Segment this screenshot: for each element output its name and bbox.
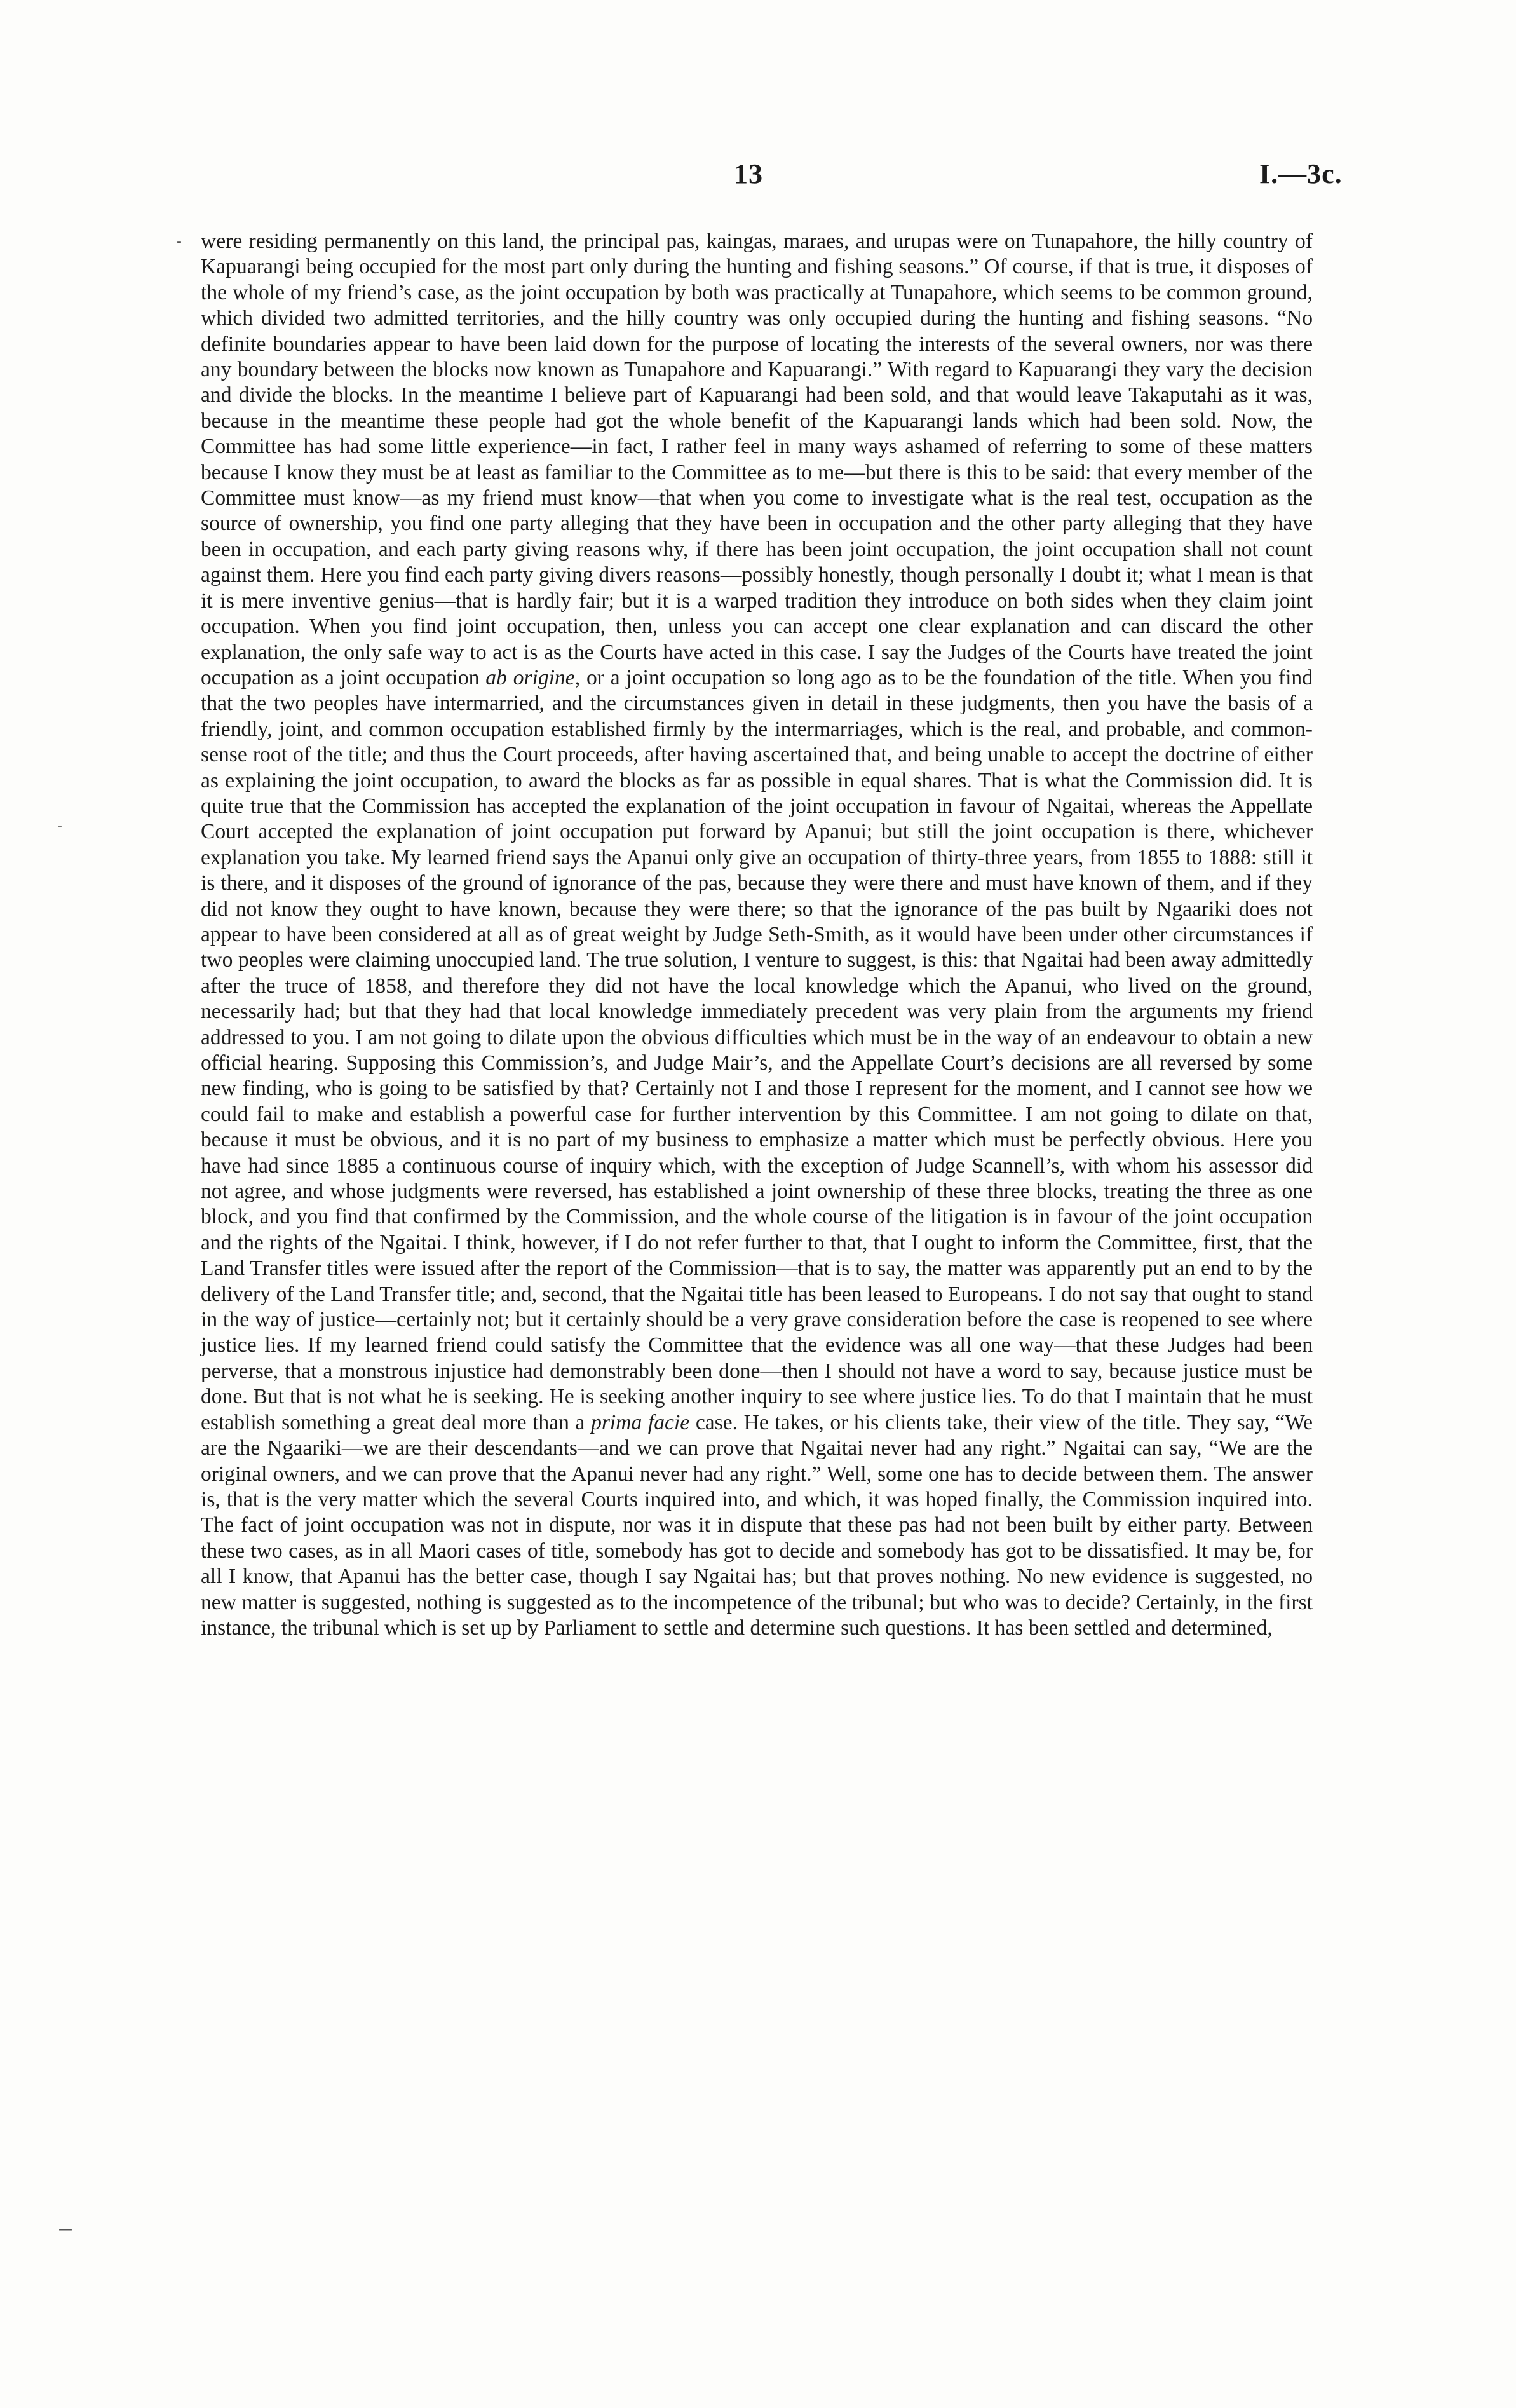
page-number: 13 xyxy=(734,158,763,189)
margin-mark-bottom: — xyxy=(58,2222,72,2238)
paragraph xyxy=(201,229,1313,1641)
text-segment: case. He takes, or his clients take, their view of the title. They say, “We are the Ngaariki—we are their descendants—and we can prove that Ngaitai never had any right.” Ngaitai can say, “We are the original owners, and we can prove that the Apanui never had any right.” Well, some one has to decide between them. The answer is, that is the very matter which the several Courts inquired into, and which, it was hoped finally, the Commission inquired into. The fact of joint occupation was not in dispute, nor was it in dispute that these pas had not been built by either party. Between these two cases, as in all Maori cases of title, somebody has got to decide and somebody has got to be dissatisfied. It may be, for all I know, that Apanui has the better case, though I say Ngaitai has; but that proves nothing. No new evidence is suggested, no new matter is suggested, nothing is suggested as to the incompetence of the tribunal; but who was to decide? Certainly, in the first instance, the tribunal which is set up by Parliament to settle and determine such questions. It has been settled and determined, xyxy=(201,1410,1313,1640)
italic-phrase: ab origine xyxy=(485,665,575,690)
margin-mark-top: - xyxy=(177,234,182,250)
margin-mark-middle: - xyxy=(57,819,62,834)
document-reference: I.—3c. xyxy=(1259,158,1343,189)
italic-phrase: prima facie xyxy=(591,1410,690,1434)
text-segment: , or a joint occupation so long ago as to be the foundation of the title. When you find that the two peoples have intermarried, and the circumstances given in detail in these judgments, then you have the basis of a friendly, joint, and common occupation established firmly by the intermarriages, which is the real, and probable, and common-sense root of the title; and thus the Court proceeds, after having ascertained that, and being unable to accept the doctrine of either as explaining the joint occupation, to award the blocks as far as possible in equal shares. That is what the Commission did. It is quite true that the Commission has accepted the explanation of the joint occupation in favour of Ngaitai, whereas the Appellate Court accepted the explanation of joint occupation put forward by Apanui; but still the joint occupation is there, whichever explanation you take. My learned friend says the Apanui only give an occupation of thirty-three years, from 1855 to 1888: still it is there, and it disposes of the ground of ignorance of the pas, because they were there and must have known of them, and if they did not know they ought to have known, because they were there; so that the ignorance of the pas built by Ngaariki does not appear to have been considered at all as of great weight by Judge Seth-Smith, as it would have been under other circumstances if two peoples were claiming unoccupied land. The true solution, I venture to suggest, is this: that Ngaitai had been away admittedly after the truce of 1858, and therefore they did not have the local knowledge which the Apanui, who lived on the ground, necessarily had; but that they had that local knowledge immediately precedent was very plain from the arguments my friend addressed to you. I am not going to dilate upon the obvious difficulties which must be in the way of an endeavour to obtain a new official hearing. Supposing this Commission’s, and Judge Mair’s, and the Appellate Court’s decisions are all reversed by some new finding, who is going to be satisfied by that? Certainly not I and those I represent for the moment, and I cannot see how we could fail to make and establish a powerful case for further intervention by this Committee. I am not going to dilate on that, because it must be obvious, and it is no part of my business to emphasize a matter which must be perfectly obvious. Here you have had since 1885 a continuous course of inquiry which, with the exception of Judge Scannell’s, with whom his assessor did not agree, and whose judgments were reversed, has established a joint ownership of these three blocks, treating the three as one block, and you find that confirmed by the Commission, and the whole course of the litigation is in favour of the joint occupation and the rights of the Ngaitai. I think, however, if I do not refer further to that, that I ought to inform the Committee, first, that the Land Transfer titles were issued after the report of the Commission—that is to say, the matter was apparently put an end to by the delivery of the Land Transfer title; and, second, that the Ngaitai title has been leased to Europeans. I do not say that ought to stand in the way of justice—certainly not; but it certainly should be a very grave consideration before the case is reopened to see where justice lies. If my learned friend could satisfy the Committee that the evidence was all one way—that these Judges had been perverse, that a monstrous injustice had demonstrably been done—then I should not have a word to say, because justice must be done. But that is not what he is seeking. He is seeking another inquiry to see where justice lies. To do that I maintain that he must establish something a great deal more than a xyxy=(201,665,1313,1434)
body-text xyxy=(201,229,1313,1641)
text-segment: were residing permanently on this land, the principal pas, kaingas, maraes, and urupas were on Tunapahore, the hilly country of Kapuarangi being occupied for the most part only during the hunting and fishing seasons.” Of course, if that is true, it disposes of the whole of my friend’s case, as the joint occupation by both was practically at Tunapahore, which seems to be common ground, which divided two admitted territories, and the hilly country was only occupied during the hunting and fishing seasons. “No definite boundaries appear to have been laid down for the purpose of locating the interests of the several owners, nor was there any boundary between the blocks now known as Tunapahore and Kapuarangi.” With regard to Kapuarangi they vary the decision and divide the blocks. In the meantime I believe part of Kapuarangi had been sold, and that would leave Takaputahi as it was, because in the meantime these people had got the whole benefit of the Kapuarangi lands which had been sold. Now, the Committee has had some little experience—in fact, I rather feel in many ways ashamed of referring to some of these matters because I know they must be at least as familiar to the Committee as to me—but there is this to be said: that every member of the Committee must know—as my friend must know—that when you come to investigate what is the real test, occupation as the source of ownership, you find one party alleging that they have been in occupation and the other party alleging that they have been in occupation, and each party giving reasons why, if there has been joint occupation, the joint occupation shall not count against them. Here you find each party giving divers reasons—possibly honestly, though personally I doubt it; what I mean is that it is mere inventive genius—that is hardly fair; but it is a warped tradition they introduce on both sides when they claim joint occupation. When you find joint occupation, then, unless you can accept one clear explanation and can discard the other explanation, the only safe way to act is as the Courts have acted in this case. I say the Judges of the Courts have treated the joint occupation as a joint occupation xyxy=(201,229,1313,690)
